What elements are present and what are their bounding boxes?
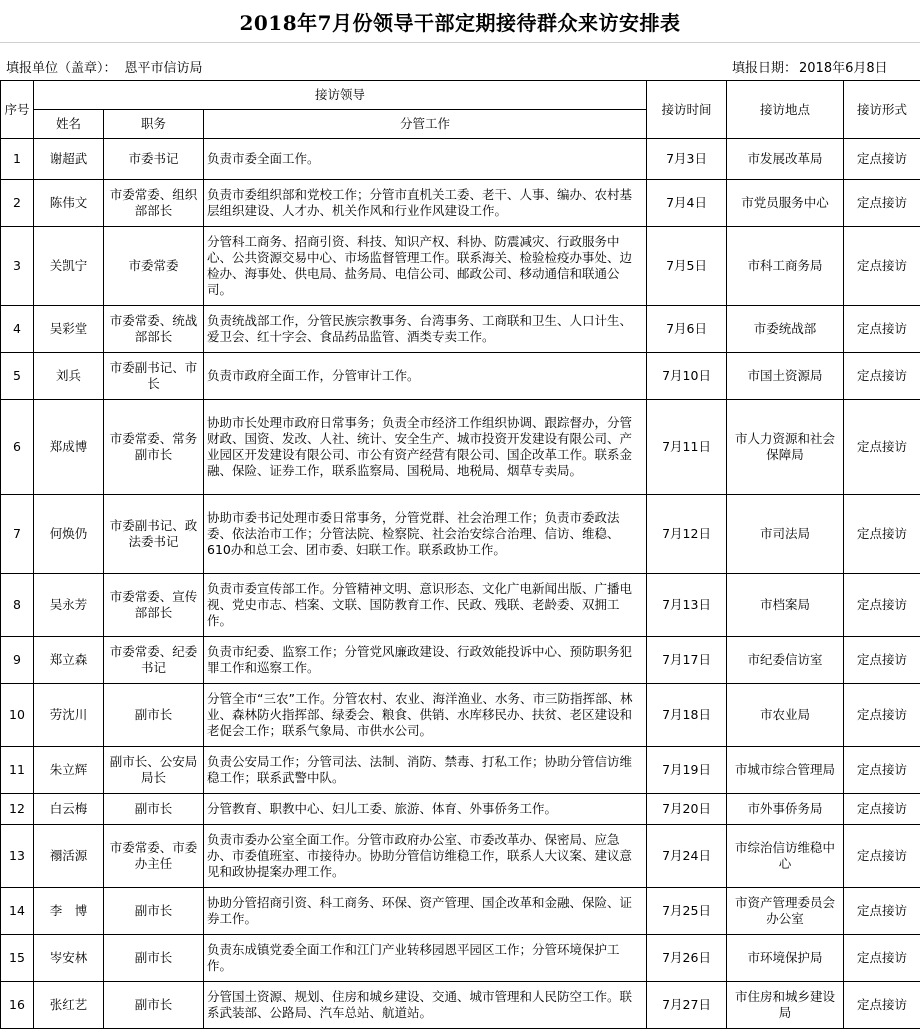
sheet-title: 2018年7月份领导干部定期接待群众来访安排表 [0, 0, 920, 43]
cell-duty: 协助分管招商引资、科工商务、环保、资产管理、国企改革和金融、保险、证券工作。 [204, 888, 647, 935]
table-row [1, 794, 920, 825]
cell-form: 定点接访 [844, 935, 920, 982]
cell-post: 市委副书记、政法委书记 [104, 495, 204, 574]
reporting-date-label: 填报日期： [732, 61, 797, 76]
cell-no: 12 [1, 794, 34, 825]
cell-form: 定点接访 [844, 400, 920, 495]
cell-post: 副市长 [104, 888, 204, 935]
cell-form: 定点接访 [844, 684, 920, 747]
header-no: 序号 [1, 81, 34, 139]
cell-duty: 负责东成镇党委全面工作和江门产业转移园恩平园区工作；分管环境保护工作。 [204, 935, 647, 982]
header-form: 接访形式 [844, 81, 920, 139]
header-leader-group: 接访领导 [34, 81, 647, 110]
cell-form: 定点接访 [844, 227, 920, 306]
cell-duty: 负责市委宣传部工作。分管精神文明、意识形态、文化广电新闻出版、广播电视、党史市志、档案、文联、国防教育工作、民政、残联、老龄委、双拥工作。 [204, 574, 647, 637]
cell-post: 市委常委、常务副市长 [104, 400, 204, 495]
cell-name: 吴永芳 [34, 574, 104, 637]
cell-time: 7月6日 [647, 306, 727, 353]
cell-duty: 负责市纪委、监察工作；分管党风廉政建设、行政效能投诉中心、预防职务犯罪工作和巡察工作。 [204, 637, 647, 684]
table-row [1, 747, 920, 794]
cell-time: 7月27日 [647, 982, 727, 1029]
cell-no: 16 [1, 982, 34, 1029]
cell-form: 定点接访 [844, 794, 920, 825]
cell-duty: 分管国土资源、规划、住房和城乡建设、交通、城市管理和人民防空工作。联系武装部、公路局、汽车总站、航道站。 [204, 982, 647, 1029]
table-row [1, 139, 920, 180]
cell-time: 7月24日 [647, 825, 727, 888]
cell-post: 市委常委、组织部部长 [104, 180, 204, 227]
table-row [1, 400, 920, 495]
cell-name: 劳沈川 [34, 684, 104, 747]
cell-place: 市司法局 [727, 495, 844, 574]
cell-post: 市委常委、宣传部部长 [104, 574, 204, 637]
cell-form: 定点接访 [844, 747, 920, 794]
cell-duty: 分管教育、职教中心、妇儿工委、旅游、体育、外事侨务工作。 [204, 794, 647, 825]
cell-name: 刘兵 [34, 353, 104, 400]
cell-place: 市农业局 [727, 684, 844, 747]
cell-place: 市国土资源局 [727, 353, 844, 400]
cell-post: 副市长 [104, 684, 204, 747]
cell-duty: 协助市长处理市政府日常事务；负责全市经济工作组织协调、跟踪督办，分管财政、国资、发改、人社、统计、安全生产、城市投资开发建设有限公司、产业园区开发建设有限公司、市公有资产经营有限公司、国企改革工作。联系金融、保险、证券工作，联系监察局、国税局、地税局、烟草专卖局。 [204, 400, 647, 495]
table-row [1, 353, 920, 400]
cell-place: 市综治信访维稳中心 [727, 825, 844, 888]
cell-name: 岑安林 [34, 935, 104, 982]
cell-name: 李 博 [34, 888, 104, 935]
cell-no: 13 [1, 825, 34, 888]
header-name: 姓名 [34, 110, 104, 139]
cell-time: 7月18日 [647, 684, 727, 747]
cell-post: 市委副书记、市长 [104, 353, 204, 400]
cell-post: 市委常委 [104, 227, 204, 306]
cell-place: 市纪委信访室 [727, 637, 844, 684]
cell-time: 7月26日 [647, 935, 727, 982]
cell-place: 市科工商务局 [727, 227, 844, 306]
cell-no: 11 [1, 747, 34, 794]
cell-name: 禤活源 [34, 825, 104, 888]
cell-place: 市发展改革局 [727, 139, 844, 180]
cell-name: 谢超武 [34, 139, 104, 180]
header-place: 接访地点 [727, 81, 844, 139]
cell-form: 定点接访 [844, 574, 920, 637]
cell-time: 7月19日 [647, 747, 727, 794]
cell-no: 15 [1, 935, 34, 982]
cell-form: 定点接访 [844, 888, 920, 935]
cell-no: 8 [1, 574, 34, 637]
cell-duty: 负责市政府全面工作，分管审计工作。 [204, 353, 647, 400]
cell-post: 副市长、公安局局长 [104, 747, 204, 794]
cell-duty: 负责统战部工作，分管民族宗教事务、台湾事务、工商联和卫生、人口计生、爱卫会、红十字会、食品药品监管、酒类专卖工作。 [204, 306, 647, 353]
cell-duty: 负责市委组织部和党校工作；分管市直机关工委、老干、人事、编办、农村基层组织建设、人才办、机关作风和行业作风建设工作。 [204, 180, 647, 227]
cell-name: 张红艺 [34, 982, 104, 1029]
cell-duty: 负责公安局工作；分管司法、法制、消防、禁毒、打私工作；协助分管信访维稳工作；联系武警中队。 [204, 747, 647, 794]
cell-duty: 负责市委全面工作。 [204, 139, 647, 180]
cell-name: 吴彩堂 [34, 306, 104, 353]
cell-post: 副市长 [104, 794, 204, 825]
cell-name: 陈伟文 [34, 180, 104, 227]
table-row [1, 180, 920, 227]
cell-form: 定点接访 [844, 825, 920, 888]
table-row [1, 574, 920, 637]
cell-post: 市委常委、市委办主任 [104, 825, 204, 888]
table-row [1, 684, 920, 747]
table-row [1, 306, 920, 353]
cell-time: 7月5日 [647, 227, 727, 306]
schedule-table [0, 80, 920, 1029]
header-post: 职务 [104, 110, 204, 139]
cell-post: 市委书记 [104, 139, 204, 180]
cell-post: 副市长 [104, 982, 204, 1029]
cell-post: 市委常委、统战部部长 [104, 306, 204, 353]
cell-no: 14 [1, 888, 34, 935]
cell-duty: 协助市委书记处理市委日常事务，分管党群、社会治理工作；负责市委政法委、依法治市工作；分管法院、检察院、社会治安综合治理、信访、维稳、610办和总工会、团市委、妇联工作。联系政协工作。 [204, 495, 647, 574]
cell-no: 6 [1, 400, 34, 495]
table-row [1, 227, 920, 306]
cell-name: 郑成博 [34, 400, 104, 495]
cell-place: 市档案局 [727, 574, 844, 637]
table-row [1, 935, 920, 982]
cell-no: 7 [1, 495, 34, 574]
cell-form: 定点接访 [844, 180, 920, 227]
cell-place: 市资产管理委员会办公室 [727, 888, 844, 935]
reporting-unit-label: 填报单位（盖章）： [6, 61, 117, 76]
cell-time: 7月17日 [647, 637, 727, 684]
cell-time: 7月10日 [647, 353, 727, 400]
meta-row [0, 43, 920, 80]
table-row [1, 637, 920, 684]
table-row [1, 825, 920, 888]
cell-time: 7月4日 [647, 180, 727, 227]
cell-place: 市委统战部 [727, 306, 844, 353]
cell-name: 郑立森 [34, 637, 104, 684]
cell-name: 白云梅 [34, 794, 104, 825]
cell-time: 7月20日 [647, 794, 727, 825]
cell-form: 定点接访 [844, 637, 920, 684]
cell-form: 定点接访 [844, 982, 920, 1029]
cell-no: 1 [1, 139, 34, 180]
table-row [1, 982, 920, 1029]
cell-duty: 分管全市“三农”工作。分管农村、农业、海洋渔业、水务、市三防指挥部、林业、森林防火指挥部、绿委会、粮食、供销、水库移民办、扶贫、老区建设和老促会工作；联系气象局、市供水公司。 [204, 684, 647, 747]
cell-post: 副市长 [104, 935, 204, 982]
cell-time: 7月3日 [647, 139, 727, 180]
cell-no: 2 [1, 180, 34, 227]
header-time: 接访时间 [647, 81, 727, 139]
table-row [1, 888, 920, 935]
cell-time: 7月12日 [647, 495, 727, 574]
cell-no: 10 [1, 684, 34, 747]
cell-duty: 负责市委办公室全面工作。分管市政府办公室、市委改革办、保密局、应急办、市委值班室、市接待办。协助分管信访维稳工作，联系人大议案、建议意见和政协提案办理工作。 [204, 825, 647, 888]
cell-no: 5 [1, 353, 34, 400]
cell-form: 定点接访 [844, 139, 920, 180]
header-duty: 分管工作 [204, 110, 647, 139]
cell-place: 市党员服务中心 [727, 180, 844, 227]
cell-place: 市外事侨务局 [727, 794, 844, 825]
table-header [1, 81, 920, 139]
table-body [1, 139, 920, 1029]
cell-form: 定点接访 [844, 306, 920, 353]
cell-name: 关凯宁 [34, 227, 104, 306]
cell-form: 定点接访 [844, 495, 920, 574]
cell-place: 市住房和城乡建设局 [727, 982, 844, 1029]
cell-no: 9 [1, 637, 34, 684]
cell-no: 3 [1, 227, 34, 306]
cell-name: 何焕仍 [34, 495, 104, 574]
cell-place: 市城市综合管理局 [727, 747, 844, 794]
table-row [1, 495, 920, 574]
cell-no: 4 [1, 306, 34, 353]
cell-time: 7月25日 [647, 888, 727, 935]
cell-form: 定点接访 [844, 353, 920, 400]
cell-place: 市环境保护局 [727, 935, 844, 982]
cell-time: 7月11日 [647, 400, 727, 495]
cell-post: 市委常委、纪委书记 [104, 637, 204, 684]
cell-time: 7月13日 [647, 574, 727, 637]
reporting-unit [6, 57, 203, 76]
reporting-unit-value: 恩平市信访局 [125, 61, 203, 76]
cell-name: 朱立辉 [34, 747, 104, 794]
cell-duty: 分管科工商务、招商引资、科技、知识产权、科协、防震减灾、行政服务中心、公共资源交易中心、市场监督管理工作。联系海关、检验检疫办事处、边检办、海事处、供电局、盐务局、电信公司、邮政公司、移动通信和联通公司。 [204, 227, 647, 306]
cell-place: 市人力资源和社会保障局 [727, 400, 844, 495]
reporting-date-value: 2018年6月8日 [799, 61, 888, 76]
reporting-date [732, 57, 888, 76]
